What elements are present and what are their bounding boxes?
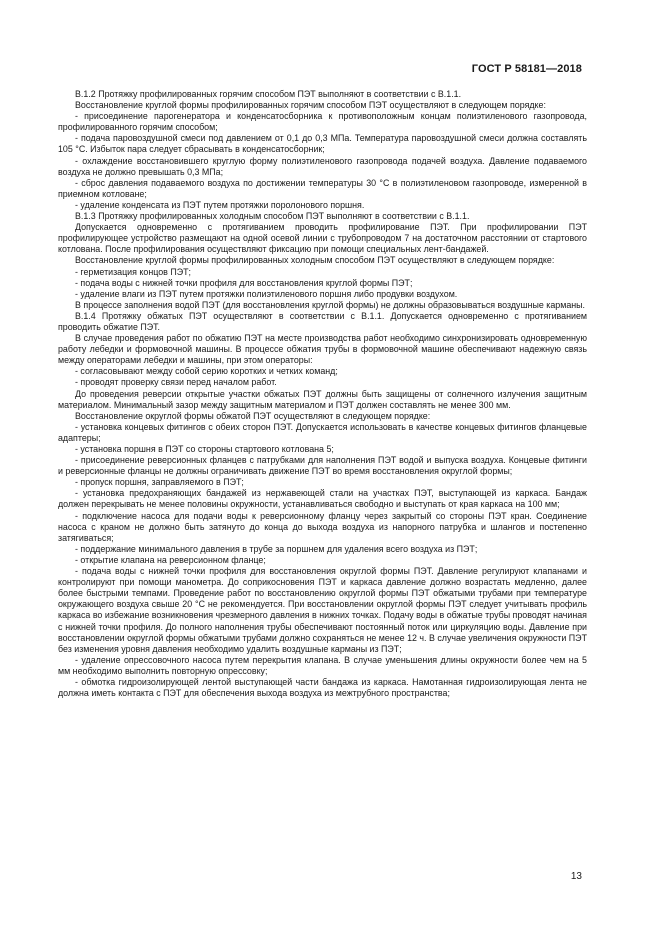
body-paragraph: В.1.4 Протяжку обжатых ПЭТ осуществляют в соответствии с В.1.1. Допускается одновременно с протягиванием проводить обжатие ПЭТ. (58, 310, 587, 332)
page-number: 13 (570, 871, 582, 882)
body-paragraph: - проводят проверку связи перед началом работ. (75, 377, 277, 388)
body-paragraph: - открытие клапана на реверсионном фланце; (75, 554, 266, 565)
body-paragraph: В процессе заполнения водой ПЭТ (для восстановления круглой формы) не должны образовываться воздушные карманы. (75, 299, 586, 310)
body-paragraph: - установка поршня в ПЭТ со стороны стартового котлована 5; (75, 444, 334, 454)
body-paragraph: - пропуск поршня, заправляемого в ПЭТ; (75, 477, 244, 488)
body-paragraph: - подача паровоздушной смеси под давлением от 0,1 до 0,3 МПа. Температура паровоздушной смеси должна составлять 105 °С. Избыток пара следует сбрасывать в конденсатосборник; (58, 133, 587, 155)
body-paragraph: - присоединение реверсионных фланцев с патрубками для наполнения ПЭТ водой и выпуска воздуха. Концевые фитинги и реверсионные фланцы не должны ограничивать движение ПЭТ во время восстановления округлой формы; (58, 455, 587, 477)
body-paragraph: - герметизация концов ПЭТ; (75, 266, 191, 277)
body-paragraph: - присоединение парогенератора и конденсатосборника к противоположным концам полиэтиленового газопровода, профилированного горячим способом; (58, 111, 587, 133)
body-paragraph: - удаление конденсата из ПЭТ путем протяжки поролонового поршня. (75, 199, 365, 210)
body-paragraph: Восстановление круглой формы профилированных холодным способом ПЭТ осуществляют в следующем порядке: (75, 255, 555, 266)
body-paragraph: - согласовывают между собой серию коротких и четких команд; (75, 366, 338, 377)
body-paragraph: - охлаждение восстановившего круглую форму полиэтиленового газопровода подачей воздуха. Давление подаваемого воздуха не должно превышать 0,3 МПа; (58, 155, 587, 177)
body-paragraph: В случае проведения работ по обжатию ПЭТ на месте производства работ необходимо синхронизировать одновременную работу лебедки и формовочной машины. В процессе обжатия трубы в формовочной машине обеспечивают надежную связь между операторами лебедки и машины, при этом операторы: (58, 333, 587, 366)
body-paragraph: В.1.2 Протяжку профилированных горячим способом ПЭТ выполняют в соответствии с В.1.1. (75, 89, 462, 99)
body-paragraph: - подключение насоса для подачи воды к реверсионному фланцу через закрытый со стороны ПЭТ кран. Соединение насоса с краном не должно быть затянуто до конца до выхода воздуха из напорного патрубка и шлангов и постепенно затягиваться; (58, 510, 587, 543)
body-paragraph: - подача воды с нижней точки профиля для восстановления круглой формы ПЭТ; (75, 277, 413, 288)
body-paragraph: - обмотка гидроизолирующей лентой выступающей части бандажа из каркаса. Намотанная гидроизолирующая лента не должна иметь контакта с ПЭТ для обеспечения выхода воздуха из межтрубного пространства; (58, 676, 587, 699)
body-paragraph: До проведения реверсии открытые участки обжатых ПЭТ должны быть защищены от солнечного излучения защитным материалом. Минимальный зазор между защитным материалом и ПЭТ должен составлять не менее 300 мм. (58, 388, 587, 410)
body-paragraph: В.1.3 Протяжку профилированных холодным способом ПЭТ выполняют в соответствии с В.1.1. (75, 211, 470, 222)
document-header: ГОСТ Р 58181—2018 (471, 63, 582, 75)
body-paragraph: Допускается одновременно с протягиванием проводить профилирование ПЭТ. При профилировании ПЭТ профилирующее устройство размещают на одной осевой линии с трубопроводом 7 на достаточном расстоянии от стартового котлована. После профилирования осуществляют фиксацию при помощи специальных лент-бандажей. (58, 222, 587, 255)
body-paragraph: - сброс давления подаваемого воздуха по достижении температуры 30 °С в полиэтиленовом газопроводе, измеренной в приемном котловане; (58, 177, 587, 199)
body-paragraph: - установка предохраняющих бандажей из нержавеющей стали на участках ПЭТ, выступающей из каркаса. Бандаж должен перекрывать не менее половины окружности, устанавливаться свободно и выступать от края каркаса на 100 мм; (58, 488, 587, 510)
body-paragraph: Восстановление округлой формы обжатой ПЭТ осуществляют в следующем порядке: (75, 410, 431, 421)
body-paragraph: - поддержание минимального давления в трубе за поршнем для удаления всего воздуха из ПЭТ; (75, 543, 478, 554)
body-paragraph: - установка концевых фитингов с обеих сторон ПЭТ. Допускается использовать в качестве концевых фитингов фланцевые адаптеры; (58, 421, 587, 443)
body-paragraph: Восстановление круглой формы профилированных горячим способом ПЭТ осуществляют в следующем порядке: (75, 100, 546, 111)
body-paragraph: - удаление опрессовочного насоса путем перекрытия клапана. В случае уменьшения длины окружности более чем на 5 мм необходимо выполнить повторную опрессовку; (58, 654, 587, 676)
body-paragraph: - подача воды с нижней точки профиля для восстановления округлой формы ПЭТ. Давление регулируют клапанами и контролируют при помощи манометра. До соприкосновения ПЭТ и каркаса давление должно возрастать медленно, далее более быстрыми темпами. Проведение работ по восстановлению округлой формы ПЭТ обжатыми трубами при температуре окружающего воздуха свыше 20 °С не рекомендуется. При восстановлении округлой формы ПЭТ следует учитывать профиль каркаса во избежание возникновения чрезмерного давления в нижних точках. Подачу воды в обжатые трубы проводят начиная с нижней точки профиля. До полного наполнения трубы обеспечивают постоянный поток или циркуляцию воды. Давление при восстановлении округлой формы обжатыми трубами должно сохраняться не менее 12 ч. В случае увеличения окружности ПЭТ без изменения уровня давления необходимо удалить воздушные карманы из ПЭТ; (58, 566, 587, 654)
body-paragraph: - удаление влаги из ПЭТ путем протяжки полиэтиленового поршня либо продувки воздухом. (75, 288, 458, 299)
document-body (58, 89, 587, 699)
